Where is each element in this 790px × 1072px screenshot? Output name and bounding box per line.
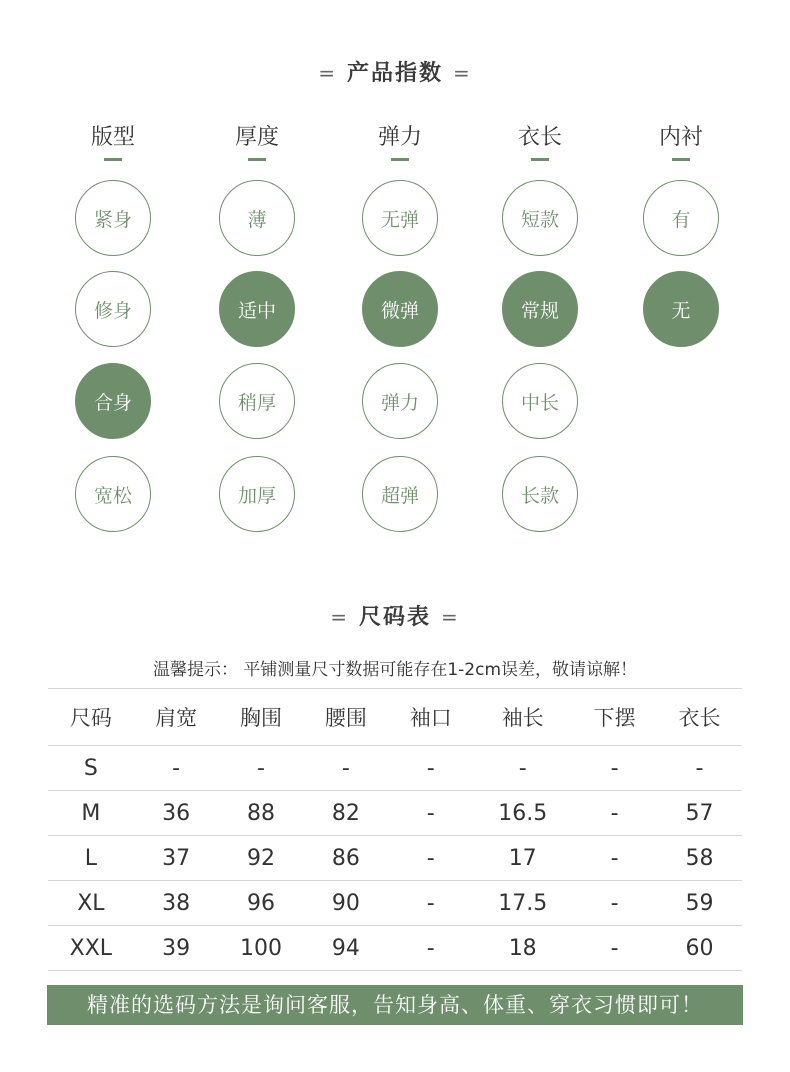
product-index-title: = 产品指数 =: [318, 61, 472, 86]
table-cell: -: [572, 791, 657, 836]
table-cell: -: [134, 746, 219, 791]
table-cell: 90: [303, 881, 388, 926]
size-column-header: 袖口: [388, 689, 473, 746]
attribute-option: 加厚: [219, 456, 295, 532]
attribute-option-selected: 合身: [75, 363, 151, 439]
table-cell: M: [48, 791, 134, 836]
size-column-header: 袖长: [473, 689, 572, 746]
size-table-header: [48, 689, 742, 746]
table-cell: 92: [219, 836, 304, 881]
size-column-header: 胸围: [219, 689, 304, 746]
attribute-column: [641, 120, 721, 161]
table-cell: 17: [473, 836, 572, 881]
size-column-header: 尺码: [48, 689, 134, 746]
table-cell: -: [388, 746, 473, 791]
size-column-header: 肩宽: [134, 689, 219, 746]
table-row: [48, 746, 742, 791]
sizing-advice-banner: 精准的选码方法是询问客服，告知身高、体重、穿衣习惯即可！: [47, 985, 743, 1025]
attribute-option: 薄: [219, 180, 295, 256]
table-cell: 60: [657, 926, 742, 971]
attribute-option: 长款: [502, 456, 578, 532]
attribute-option-selected: 常规: [502, 271, 578, 347]
table-cell: -: [657, 746, 742, 791]
table-cell: 96: [219, 881, 304, 926]
attribute-column: [217, 120, 297, 161]
table-cell: 37: [134, 836, 219, 881]
table-cell: XXL: [48, 926, 134, 971]
table-cell: -: [388, 881, 473, 926]
table-cell: 86: [303, 836, 388, 881]
attribute-header: 内衬: [658, 125, 703, 150]
header-underline: [672, 158, 690, 161]
attribute-option: 稍厚: [219, 363, 295, 439]
table-cell: 100: [219, 926, 304, 971]
table-cell: -: [388, 836, 473, 881]
table-cell: XL: [48, 881, 134, 926]
table-cell: -: [388, 791, 473, 836]
attribute-option: 修身: [75, 271, 151, 347]
attribute-option-selected: 适中: [219, 271, 295, 347]
attribute-option: 中长: [502, 363, 578, 439]
attribute-option: 弹力: [362, 363, 438, 439]
table-row: [48, 881, 742, 926]
header-underline: [248, 158, 266, 161]
table-cell: -: [473, 746, 572, 791]
attribute-column: [73, 120, 153, 161]
table-cell: 18: [473, 926, 572, 971]
table-row: [48, 791, 742, 836]
table-cell: L: [48, 836, 134, 881]
table-cell: -: [572, 926, 657, 971]
header-underline: [104, 158, 122, 161]
table-cell: 16.5: [473, 791, 572, 836]
table-cell: -: [572, 836, 657, 881]
table-cell: 58: [657, 836, 742, 881]
attribute-option-selected: 微弹: [362, 271, 438, 347]
attribute-header: 衣长: [517, 125, 562, 150]
attribute-option: 宽松: [75, 456, 151, 532]
size-column-header: 下摆: [572, 689, 657, 746]
size-column-header: 腰围: [303, 689, 388, 746]
table-cell: -: [572, 881, 657, 926]
attribute-header: 厚度: [234, 125, 279, 150]
size-column-header: 衣长: [657, 689, 742, 746]
table-cell: 39: [134, 926, 219, 971]
attribute-option: 紧身: [75, 180, 151, 256]
attribute-column: [360, 120, 440, 161]
table-cell: 17.5: [473, 881, 572, 926]
attribute-option: 无弹: [362, 180, 438, 256]
table-cell: 94: [303, 926, 388, 971]
table-cell: 36: [134, 791, 219, 836]
table-row: [48, 836, 742, 881]
measurement-tip: 温馨提示： 平铺测量尺寸数据可能存在1-2cm误差，敬请谅解！: [152, 660, 638, 680]
attribute-option-selected: 无: [643, 271, 719, 347]
table-cell: -: [572, 746, 657, 791]
header-underline: [531, 158, 549, 161]
table-cell: 57: [657, 791, 742, 836]
table-cell: S: [48, 746, 134, 791]
size-chart-title: = 尺码表 =: [330, 605, 460, 630]
table-cell: -: [388, 926, 473, 971]
table-cell: 88: [219, 791, 304, 836]
table-row: [48, 926, 742, 971]
table-cell: -: [303, 746, 388, 791]
attribute-option: 短款: [502, 180, 578, 256]
header-underline: [391, 158, 409, 161]
table-cell: 38: [134, 881, 219, 926]
attribute-option: 超弹: [362, 456, 438, 532]
table-cell: -: [219, 746, 304, 791]
table-cell: 82: [303, 791, 388, 836]
attribute-option: 有: [643, 180, 719, 256]
attribute-header: 版型: [90, 125, 135, 150]
size-table: [48, 688, 742, 971]
attribute-header: 弹力: [377, 125, 422, 150]
attribute-column: [500, 120, 580, 161]
table-cell: 59: [657, 881, 742, 926]
